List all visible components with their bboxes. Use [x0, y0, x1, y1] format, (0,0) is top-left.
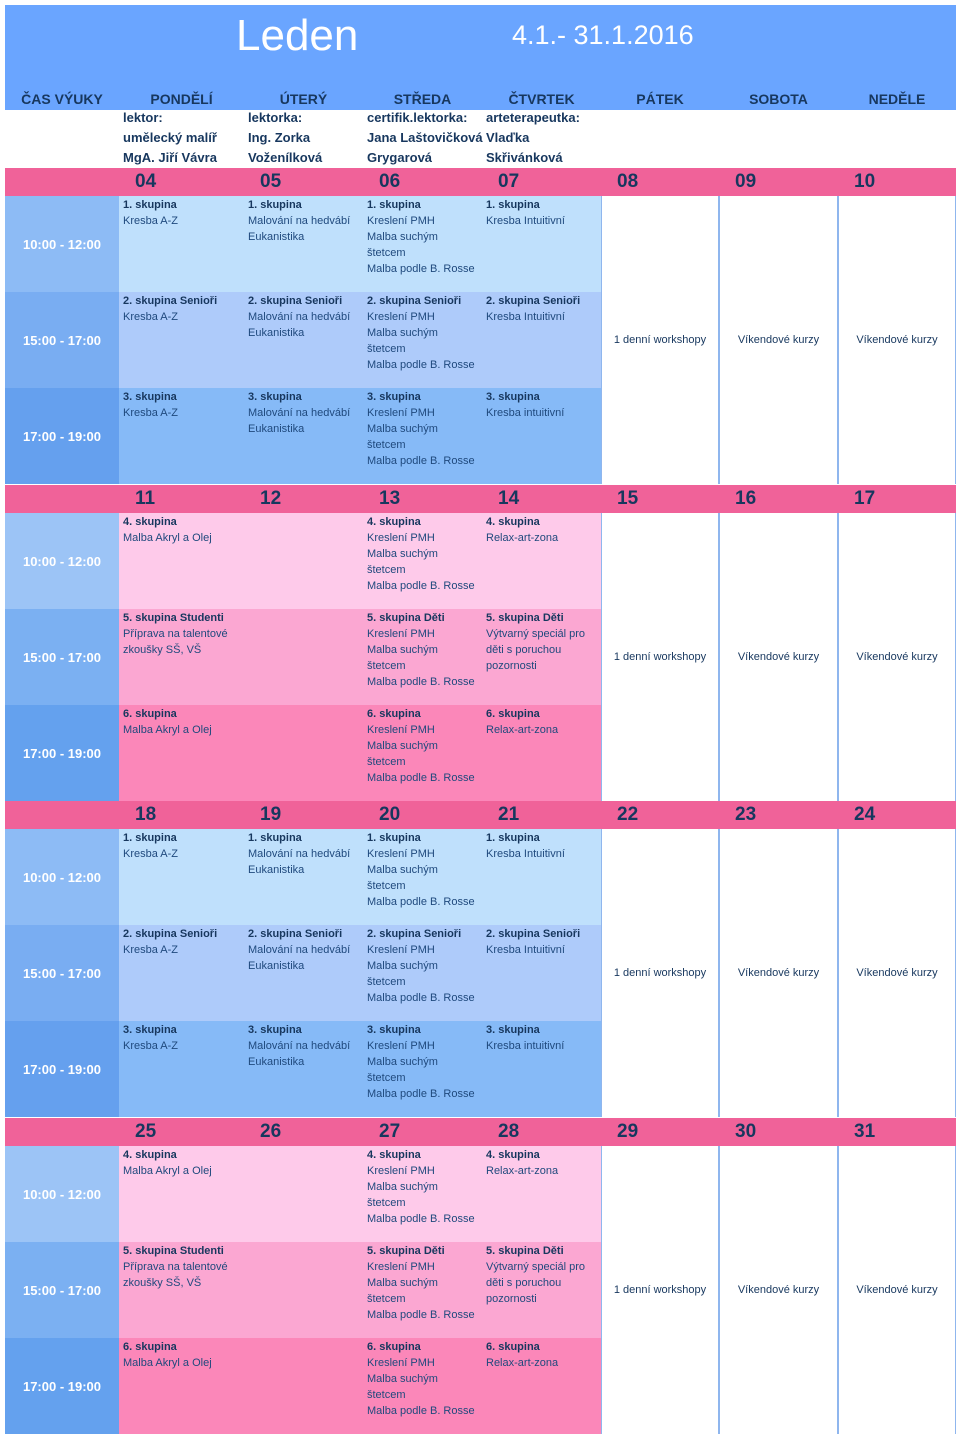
class-cell	[248, 1022, 363, 1070]
lector-line: Vlaďka	[486, 130, 530, 145]
class-cell	[486, 610, 601, 674]
group-label: 3. skupina	[486, 1024, 540, 1036]
date-number: 29	[617, 1121, 639, 1142]
column-header-monday: PONDĚLÍ	[150, 91, 213, 107]
date-number: 10	[854, 171, 876, 192]
group-label: 2. skupina Senioři	[248, 295, 343, 307]
course-line: Kreslení PMH	[367, 944, 435, 956]
class-cell	[486, 197, 601, 229]
class-cell	[486, 926, 601, 958]
course-line: štetcem	[367, 1072, 406, 1084]
time-slot-label: 10:00 - 12:00	[5, 196, 119, 292]
group-label: 6. skupina	[367, 1341, 421, 1353]
lector-line: lektorka:	[248, 110, 303, 125]
course-line: Eukanistika	[248, 864, 305, 876]
course-line: Malba suchým	[367, 644, 438, 656]
group-label: 1. skupina	[367, 199, 421, 211]
lector-line: umělecký malíř	[123, 130, 217, 145]
course-line: Malba podle B. Rosse	[367, 455, 475, 467]
weekend-label: 1 denní workshopy	[613, 334, 707, 346]
lector-line: Jana Laštovičková	[367, 130, 483, 145]
date-range: 4.1.- 31.1.2016	[512, 20, 694, 50]
weekend-label: 1 denní workshopy	[613, 967, 707, 979]
class-cell	[123, 514, 244, 546]
class-cell	[367, 293, 482, 373]
date-number: 09	[735, 171, 757, 192]
course-line: Eukanistika	[248, 423, 305, 435]
class-cell	[486, 514, 601, 546]
class-cell	[367, 514, 482, 594]
class-cell	[486, 293, 601, 325]
class-cell	[486, 1339, 601, 1371]
time-slot-label: 17:00 - 19:00	[5, 1021, 119, 1117]
course-line: Kresba intuitivní	[486, 1040, 565, 1052]
class-cell	[248, 389, 363, 437]
lector-line: Grygarová	[367, 150, 433, 165]
date-number: 07	[498, 171, 520, 192]
course-line: Kreslení PMH	[367, 1040, 435, 1052]
group-label: 3. skupina	[486, 391, 540, 403]
date-number: 26	[260, 1121, 282, 1142]
date-number: 12	[260, 488, 282, 509]
group-label: 2. skupina Senioři	[123, 295, 218, 307]
course-line: Malba podle B. Rosse	[367, 580, 475, 592]
date-number: 24	[854, 804, 876, 825]
class-cell	[123, 1339, 244, 1371]
course-line: Kreslení PMH	[367, 724, 435, 736]
class-cell	[248, 830, 363, 878]
weekend-label: Víkendové kurzy	[737, 1284, 820, 1296]
weekend-label: Víkendové kurzy	[737, 651, 820, 663]
course-line: Kresba Intuitivní	[486, 848, 565, 860]
course-line: děti s poruchou	[486, 644, 562, 656]
group-label: 6. skupina	[123, 708, 177, 720]
date-number: 04	[135, 171, 157, 192]
date-number: 23	[735, 804, 757, 825]
group-label: 3. skupina	[367, 1024, 421, 1036]
class-cell	[123, 1243, 244, 1291]
group-label: 3. skupina	[248, 1024, 302, 1036]
course-line: Kreslení PMH	[367, 628, 435, 640]
course-line: Kresba intuitivní	[486, 407, 565, 419]
class-cell	[123, 389, 244, 421]
date-number: 14	[498, 488, 520, 509]
course-line: Malba podle B. Rosse	[367, 1088, 475, 1100]
course-line: Kreslení PMH	[367, 532, 435, 544]
course-line: Kresba Intuitivní	[486, 311, 565, 323]
course-line: Malba Akryl a Olej	[123, 532, 212, 544]
course-line: Malba podle B. Rosse	[367, 1309, 475, 1321]
course-line: Malování na hedvábí	[248, 215, 351, 227]
time-slot-label: 10:00 - 12:00	[5, 513, 119, 609]
course-line: Kresba A-Z	[123, 944, 179, 956]
group-label: 4. skupina	[123, 516, 177, 528]
course-line: štetcem	[367, 1197, 406, 1209]
course-line: Malba podle B. Rosse	[367, 676, 475, 688]
course-line: Výtvarný speciál pro	[486, 628, 586, 640]
course-line: Malba Akryl a Olej	[123, 1357, 212, 1369]
course-line: Kresba Intuitivní	[486, 944, 565, 956]
course-line: Kresba A-Z	[123, 407, 179, 419]
lector-line: lektor:	[123, 110, 163, 125]
class-cell	[367, 706, 482, 786]
course-line: štetcem	[367, 756, 406, 768]
date-number: 27	[379, 1121, 401, 1142]
group-label: 4. skupina	[486, 1149, 540, 1161]
class-cell	[367, 197, 482, 277]
time-slot-label: 17:00 - 19:00	[5, 705, 119, 801]
group-label: 6. skupina	[486, 708, 540, 720]
time-slot-label: 15:00 - 17:00	[5, 925, 119, 1021]
weekend-label: Víkendové kurzy	[856, 1284, 938, 1296]
lector-line: certifik.lektorka:	[367, 110, 468, 125]
course-line: Kreslení PMH	[367, 1165, 435, 1177]
course-line: Malba suchým	[367, 423, 438, 435]
course-line: štetcem	[367, 660, 406, 672]
group-label: 3. skupina	[123, 1024, 177, 1036]
group-label: 2. skupina Senioři	[123, 928, 218, 940]
group-label: 2. skupina Senioři	[367, 295, 462, 307]
course-line: Malba suchým	[367, 1277, 438, 1289]
lector-line: Voženílková	[248, 150, 323, 165]
class-cell	[123, 926, 244, 958]
course-line: Kreslení PMH	[367, 407, 435, 419]
month-title: Leden	[236, 11, 359, 60]
class-cell	[367, 830, 482, 910]
group-label: 2. skupina Senioři	[486, 295, 581, 307]
class-cell	[367, 610, 482, 690]
weekend-label: 1 denní workshopy	[613, 1284, 707, 1296]
time-slot-label: 15:00 - 17:00	[5, 609, 119, 705]
class-cell	[123, 610, 244, 658]
course-line: Malba podle B. Rosse	[367, 896, 475, 908]
date-number: 19	[260, 804, 282, 825]
class-cell	[367, 926, 482, 1006]
course-line: Kresba A-Z	[123, 848, 179, 860]
group-label: 5. skupina Děti	[367, 1245, 445, 1257]
weekend-label: Víkendové kurzy	[737, 967, 820, 979]
course-line: štetcem	[367, 976, 406, 988]
course-line: pozornosti	[486, 1293, 537, 1305]
date-number: 05	[260, 171, 282, 192]
course-line: Malba podle B. Rosse	[367, 992, 475, 1004]
group-label: 1. skupina	[367, 832, 421, 844]
weekend-label: Víkendové kurzy	[856, 967, 938, 979]
date-number: 22	[617, 804, 639, 825]
date-number: 06	[379, 171, 401, 192]
course-line: Kresba A-Z	[123, 1040, 179, 1052]
group-label: 3. skupina	[248, 391, 302, 403]
group-label: 1. skupina	[123, 832, 177, 844]
class-cell	[486, 1243, 601, 1307]
lector-line: arteterapeutka:	[486, 110, 580, 125]
course-line: Kresba A-Z	[123, 215, 179, 227]
course-line: Malba suchým	[367, 864, 438, 876]
course-line: Malba suchým	[367, 960, 438, 972]
group-label: 5. skupina Děti	[486, 1245, 564, 1257]
class-cell	[367, 1243, 482, 1323]
time-slot-label: 10:00 - 12:00	[5, 1146, 119, 1242]
course-line: štetcem	[367, 1389, 406, 1401]
course-line: Relax-art-zona	[486, 532, 559, 544]
class-cell	[248, 197, 363, 245]
time-slot-label: 15:00 - 17:00	[5, 1242, 119, 1338]
course-line: štetcem	[367, 564, 406, 576]
group-label: 1. skupina	[248, 199, 302, 211]
class-cell	[367, 1339, 482, 1419]
course-line: Malba podle B. Rosse	[367, 263, 475, 275]
course-line: štetcem	[367, 247, 406, 259]
class-cell	[486, 389, 601, 421]
group-label: 4. skupina	[486, 516, 540, 528]
column-header-tuesday: ÚTERÝ	[279, 91, 328, 107]
lector-line: Skřivánková	[486, 150, 563, 165]
group-label: 4. skupina	[367, 1149, 421, 1161]
class-cell	[248, 926, 363, 974]
date-number: 11	[135, 488, 156, 509]
course-line: Malování na hedvábí	[248, 944, 351, 956]
group-label: 2. skupina Senioři	[248, 928, 343, 940]
course-line: Relax-art-zona	[486, 1165, 559, 1177]
group-label: 1. skupina	[248, 832, 302, 844]
course-line: Malba suchým	[367, 1373, 438, 1385]
class-cell	[123, 1022, 244, 1054]
course-line: Malba podle B. Rosse	[367, 772, 475, 784]
date-number: 17	[854, 488, 876, 509]
class-cell	[248, 293, 363, 341]
course-line: Kreslení PMH	[367, 1357, 435, 1369]
course-line: Kreslení PMH	[367, 1261, 435, 1273]
group-label: 2. skupina Senioři	[486, 928, 581, 940]
class-cell	[486, 706, 601, 738]
date-number: 13	[379, 488, 401, 509]
course-line: Relax-art-zona	[486, 1357, 559, 1369]
class-cell	[123, 706, 244, 738]
group-label: 3. skupina	[367, 391, 421, 403]
class-cell	[486, 1147, 601, 1179]
course-line: Malba suchým	[367, 548, 438, 560]
course-line: zkoušky SŠ, VŠ	[123, 644, 202, 656]
date-number: 08	[617, 171, 639, 192]
group-label: 6. skupina	[367, 708, 421, 720]
course-line: Malba suchým	[367, 1181, 438, 1193]
class-cell	[367, 1147, 482, 1227]
group-label: 6. skupina	[486, 1341, 540, 1353]
date-number: 16	[735, 488, 757, 509]
group-label: 3. skupina	[123, 391, 177, 403]
time-slot-label: 17:00 - 19:00	[5, 1338, 119, 1434]
course-line: Malování na hedvábí	[248, 311, 351, 323]
course-line: Kreslení PMH	[367, 848, 435, 860]
course-line: štetcem	[367, 439, 406, 451]
class-cell	[367, 389, 482, 469]
time-slot-label: 15:00 - 17:00	[5, 292, 119, 388]
weekend-label: 1 denní workshopy	[613, 651, 707, 663]
date-number: 30	[735, 1121, 757, 1142]
course-line: Malba podle B. Rosse	[367, 1213, 475, 1225]
time-slot-label: 17:00 - 19:00	[5, 388, 119, 484]
course-line: Malba suchým	[367, 231, 438, 243]
weekend-label: Víkendové kurzy	[856, 334, 938, 346]
date-number: 25	[135, 1121, 157, 1142]
course-line: Malba Akryl a Olej	[123, 1165, 212, 1177]
group-label: 2. skupina Senioři	[367, 928, 462, 940]
course-line: Relax-art-zona	[486, 724, 559, 736]
column-header-saturday: SOBOTA	[749, 91, 808, 107]
date-number: 18	[135, 804, 157, 825]
course-line: Kreslení PMH	[367, 311, 435, 323]
time-slot-label: 10:00 - 12:00	[5, 829, 119, 925]
group-label: 1. skupina	[123, 199, 177, 211]
group-label: 5. skupina Děti	[486, 612, 564, 624]
lector-line: MgA. Jiří Vávra	[123, 150, 217, 165]
course-line: Malba podle B. Rosse	[367, 359, 475, 371]
course-line: Malba suchým	[367, 327, 438, 339]
class-cell	[123, 1147, 244, 1179]
course-line: Malování na hedvábí	[248, 1040, 351, 1052]
group-label: 5. skupina Studenti	[123, 1245, 224, 1257]
course-line: Kresba A-Z	[123, 311, 179, 323]
class-cell	[123, 293, 244, 325]
group-label: 1. skupina	[486, 199, 540, 211]
course-line: Eukanistika	[248, 1056, 305, 1068]
course-line: Malba suchým	[367, 1056, 438, 1068]
course-line: Malba podle B. Rosse	[367, 1405, 475, 1417]
course-line: Výtvarný speciál pro	[486, 1261, 586, 1273]
group-label: 1. skupina	[486, 832, 540, 844]
group-label: 5. skupina Studenti	[123, 612, 224, 624]
date-number: 15	[617, 488, 639, 509]
date-number: 31	[854, 1121, 876, 1142]
date-number: 28	[498, 1121, 520, 1142]
class-cell	[367, 1022, 482, 1102]
column-header-wednesday: STŘEDA	[393, 91, 452, 107]
course-line: Malba suchým	[367, 740, 438, 752]
class-cell	[486, 830, 601, 862]
lector-line: Ing. Zorka	[248, 130, 311, 145]
class-cell	[123, 197, 244, 229]
course-line: Malování na hedvábí	[248, 848, 351, 860]
course-line: Kresba Intuitivní	[486, 215, 565, 227]
group-label: 4. skupina	[123, 1149, 177, 1161]
course-line: štetcem	[367, 880, 406, 892]
course-line: štetcem	[367, 343, 406, 355]
course-line: zkoušky SŠ, VŠ	[123, 1277, 202, 1289]
course-line: Příprava na talentové	[123, 1261, 228, 1273]
class-cell	[486, 1022, 601, 1054]
date-number: 20	[379, 804, 401, 825]
course-line: Malování na hedvábí	[248, 407, 351, 419]
group-label: 4. skupina	[367, 516, 421, 528]
column-header-sunday: NEDĚLE	[868, 91, 926, 107]
date-number: 21	[498, 804, 520, 825]
class-cell	[123, 830, 244, 862]
course-line: děti s poruchou	[486, 1277, 562, 1289]
column-header-friday: PÁTEK	[636, 91, 684, 107]
column-header-time: ČAS VÝUKY	[21, 91, 103, 107]
course-line: Eukanistika	[248, 231, 305, 243]
group-label: 5. skupina Děti	[367, 612, 445, 624]
course-line: štetcem	[367, 1293, 406, 1305]
course-line: Malba Akryl a Olej	[123, 724, 212, 736]
course-line: Kreslení PMH	[367, 215, 435, 227]
course-line: Eukanistika	[248, 960, 305, 972]
column-header-thursday: ČTVRTEK	[508, 91, 575, 107]
course-line: Příprava na talentové	[123, 628, 228, 640]
group-label: 6. skupina	[123, 1341, 177, 1353]
course-line: pozornosti	[486, 660, 537, 672]
weekend-label: Víkendové kurzy	[856, 651, 938, 663]
course-line: Eukanistika	[248, 327, 305, 339]
weekend-label: Víkendové kurzy	[737, 334, 820, 346]
